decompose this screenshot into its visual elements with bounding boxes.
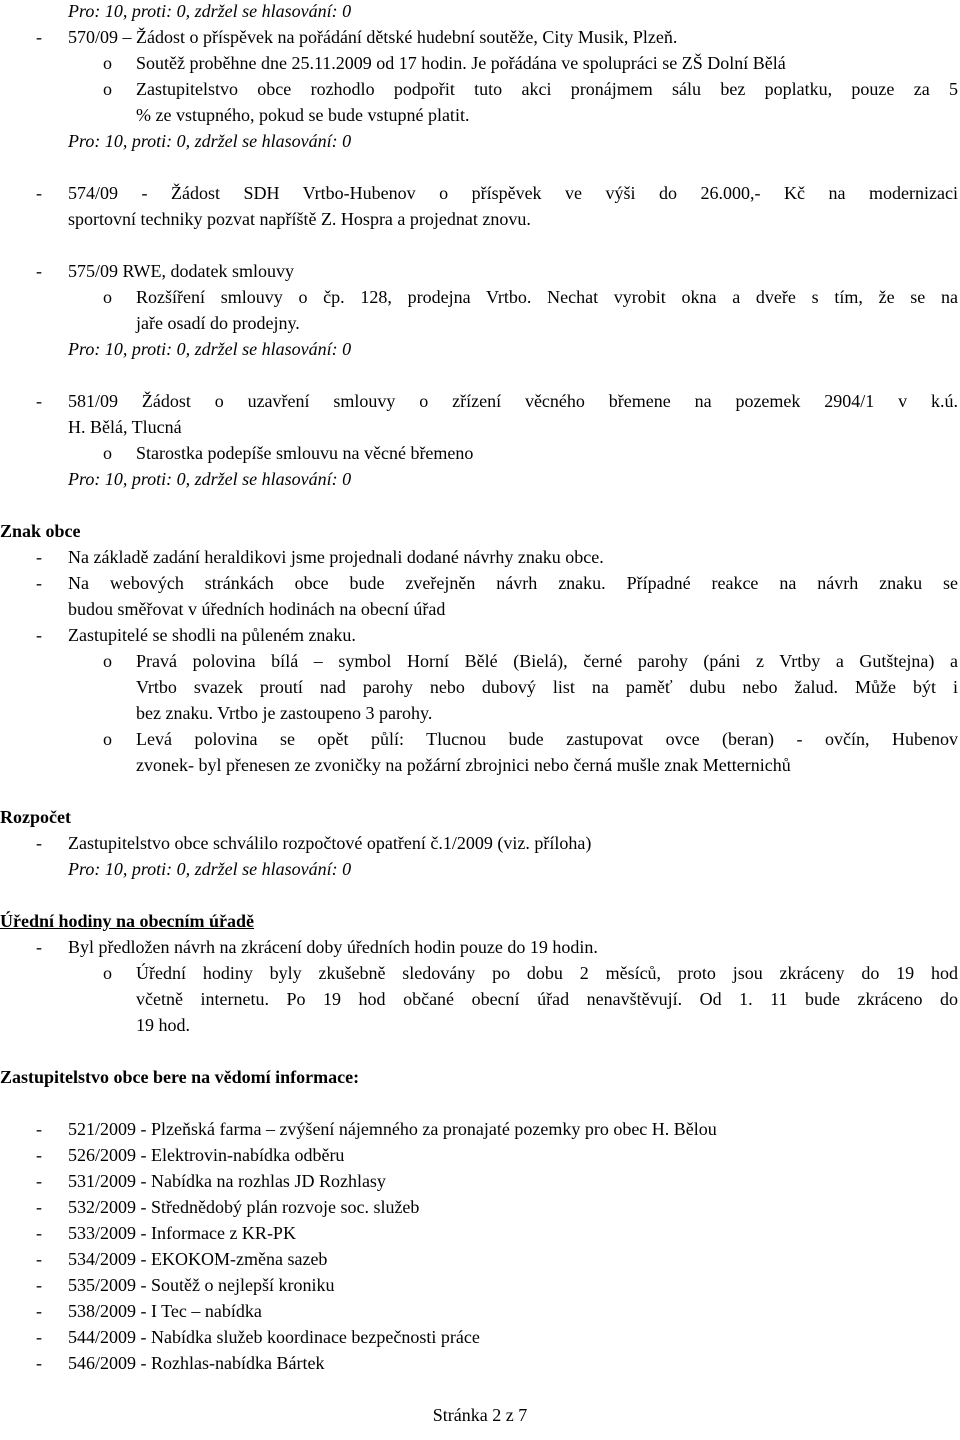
hodiny-subitem-cont: 19 hod. [136, 1015, 190, 1035]
o-bullet: o [103, 79, 112, 99]
o-bullet: o [103, 443, 112, 463]
znak-subitem-cont: bez znaku. Vrtbo je zastoupeno 3 parohy. [136, 703, 433, 723]
hodiny-item: Byl předložen návrh na zkrácení doby úředních hodin pouze do 19 hodin. [68, 937, 598, 957]
dash-bullet: - [36, 183, 42, 203]
dash-bullet: - [36, 937, 42, 957]
vote-result: Pro: 10, proti: 0, zdržel se hlasování: 0 [68, 469, 352, 489]
agenda-item-575: 575/09 RWE, dodatek smlouvy [68, 261, 294, 281]
dash-bullet: - [36, 625, 42, 645]
dash-bullet: - [36, 391, 42, 411]
dash-bullet: - [36, 1197, 42, 1217]
agenda-item-570: 570/09 – Žádost o příspěvek na pořádání dětské hudební soutěže, City Musik, Plzeň. [68, 27, 678, 47]
agenda-subitem: Zastupitelstvo obce rozhodlo podpořit tuto akci pronájmem sálu bez poplatku, pouze za 5 [136, 79, 958, 99]
znak-item-cont: budou směřovat v úředních hodinách na obecní úřad [68, 599, 446, 619]
info-list-item: 535/2009 - Soutěž o nejlepší kroniku [68, 1275, 335, 1295]
znak-item: Zastupitelé se shodli na půleném znaku. [68, 625, 356, 645]
dash-bullet: - [36, 1249, 42, 1269]
info-list-item: 531/2009 - Nabídka na rozhlas JD Rozhlasy [68, 1171, 386, 1191]
znak-subitem: Levá polovina se opět půlí: Tlucnou bude zastupovat ovce (beran) - ovčín, Hubenov [136, 729, 958, 749]
hodiny-subitem: Úřední hodiny byly zkušebně sledovány po dobu 2 měsíců, proto jsou zkráceny do 19 hod [136, 963, 958, 983]
dash-bullet: - [36, 1145, 42, 1165]
agenda-subitem-cont: jaře osadí do prodejny. [136, 313, 300, 333]
dash-bullet: - [36, 1223, 42, 1243]
dash-bullet: - [36, 1119, 42, 1139]
o-bullet: o [103, 729, 112, 749]
znak-item: Na webových stránkách obce bude zveřejněn návrh znaku. Případné reakce na návrh znaku se [68, 573, 958, 593]
section-heading-informace: Zastupitelstvo obce bere na vědomí informace: [0, 1067, 360, 1087]
agenda-item-581: 581/09 Žádost o uzavření smlouvy o zřízení věcného břemene na pozemek 2904/1 v k.ú. [68, 391, 958, 411]
dash-bullet: - [36, 1171, 42, 1191]
znak-subitem: Pravá polovina bílá – symbol Horní Bělé (Bielá), černé parohy (páni z Vrtby a Gutštejna) a [136, 651, 958, 671]
agenda-item-574: 574/09 - Žádost SDH Vrtbo-Hubenov o příspěvek ve výši do 26.000,- Kč na modernizaci [68, 183, 958, 203]
o-bullet: o [103, 53, 112, 73]
dash-bullet: - [36, 1353, 42, 1373]
agenda-subitem: Starostka podepíše smlouvu na věcné břemeno [136, 443, 474, 463]
dash-bullet: - [36, 573, 42, 593]
agenda-subitem: Rozšíření smlouvy o čp. 128, prodejna Vrtbo. Nechat vyrobit okna a dveře s tím, že se na [136, 287, 958, 307]
vote-result: Pro: 10, proti: 0, zdržel se hlasování: 0 [68, 1, 352, 21]
vote-result: Pro: 10, proti: 0, zdržel se hlasování: 0 [68, 131, 352, 151]
section-heading-hodiny: Úřední hodiny na obecním úřadě [0, 911, 255, 931]
info-list-item: 526/2009 - Elektrovin-nabídka odběru [68, 1145, 345, 1165]
agenda-item-cont: sportovní techniky pozvat napříště Z. Hospra a projednat znovu. [68, 209, 531, 229]
section-heading-znak: Znak obce [0, 521, 81, 541]
znak-subitem-cont: zvonek- byl přenesen ze zvoničky na požární zbrojnici nebo černá mušle znak Metternichů [136, 755, 791, 775]
dash-bullet: - [36, 1301, 42, 1321]
dash-bullet: - [36, 27, 42, 47]
info-list-item: 534/2009 - EKOKOM-změna sazeb [68, 1249, 328, 1269]
info-list-item: 546/2009 - Rozhlas-nabídka Bártek [68, 1353, 325, 1373]
agenda-subitem-cont: % ze vstupného, pokud se bude vstupné platit. [136, 105, 470, 125]
agenda-item-cont: H. Bělá, Tlucná [68, 417, 182, 437]
o-bullet: o [103, 287, 112, 307]
dash-bullet: - [36, 1327, 42, 1347]
dash-bullet: - [36, 1275, 42, 1295]
info-list-item: 521/2009 - Plzeňská farma – zvýšení nájemného za pronajaté pozemky pro obec H. Bělou [68, 1119, 717, 1139]
znak-item: Na základě zadání heraldikovi jsme projednali dodané návrhy znaku obce. [68, 547, 604, 567]
info-list-item: 533/2009 - Informace z KR-PK [68, 1223, 296, 1243]
info-list-item: 532/2009 - Střednědobý plán rozvoje soc. služeb [68, 1197, 420, 1217]
agenda-subitem: Soutěž proběhne dne 25.11.2009 od 17 hodin. Je pořádána ve spolupráci se ZŠ Dolní Bělá [136, 53, 786, 73]
info-list-item: 538/2009 - I Tec – nabídka [68, 1301, 262, 1321]
hodiny-subitem-cont: včetně internetu. Po 19 hod občané obecní úřad nenavštěvují. Od 1. 11 bude zkráceno do [136, 989, 958, 1009]
dash-bullet: - [36, 833, 42, 853]
vote-result: Pro: 10, proti: 0, zdržel se hlasování: 0 [68, 339, 352, 359]
vote-result: Pro: 10, proti: 0, zdržel se hlasování: 0 [68, 859, 352, 879]
info-list-item: 544/2009 - Nabídka služeb koordinace bezpečnosti práce [68, 1327, 480, 1347]
page-number: Stránka 2 z 7 [432, 1405, 528, 1425]
o-bullet: o [103, 963, 112, 983]
dash-bullet: - [36, 547, 42, 567]
section-heading-rozpocet: Rozpočet [0, 807, 71, 827]
rozpocet-item: Zastupitelstvo obce schválilo rozpočtové opatření č.1/2009 (viz. příloha) [68, 833, 592, 853]
znak-subitem-cont: Vrtbo svazek proutí nad parohy nebo dubový list na paměť dubu nebo žalud. Může být i [136, 677, 958, 697]
o-bullet: o [103, 651, 112, 671]
dash-bullet: - [36, 261, 42, 281]
